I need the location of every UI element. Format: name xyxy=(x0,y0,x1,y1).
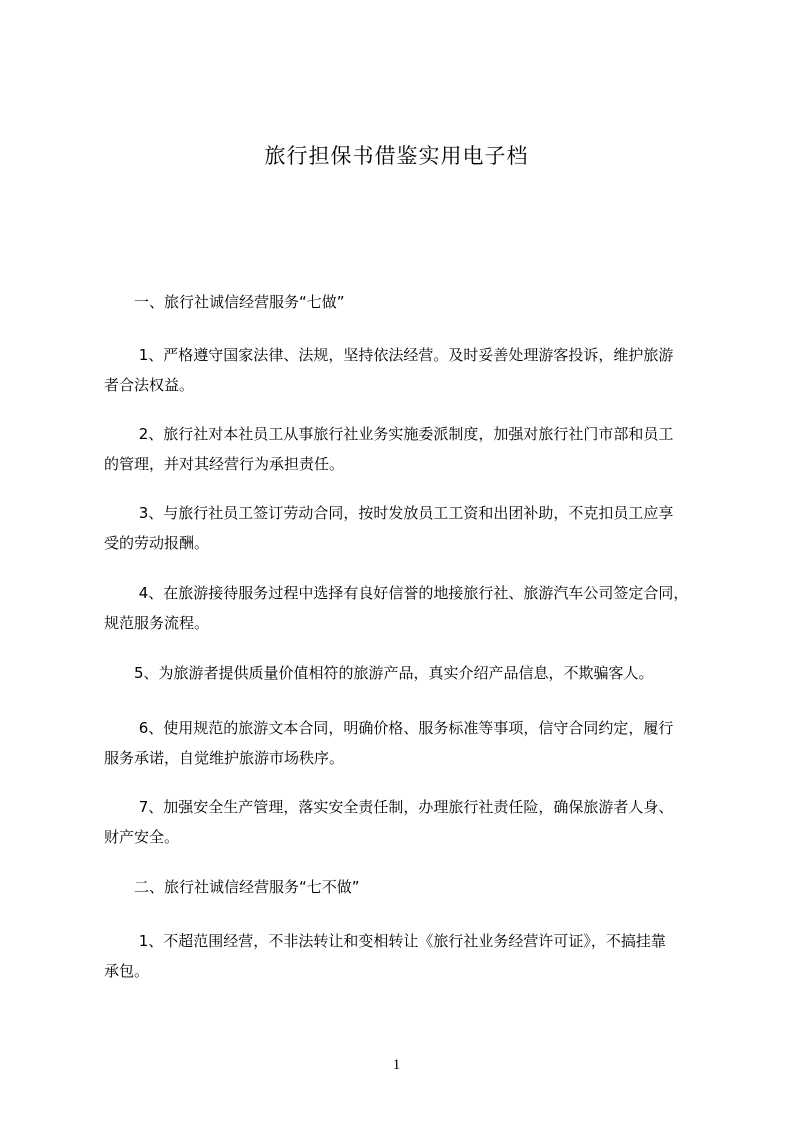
paragraph-line: 服务承诺，自觉维护旅游市场秩序。 xyxy=(104,749,345,767)
paragraph-line: 5、为旅游者提供质量价值相符的旅游产品，真实介绍产品信息，不欺骗客人。 xyxy=(104,664,654,682)
paragraph-line: 2、旅行社对本社员工从事旅行社业务实施委派制度，加强对旅行社门市部和员工 xyxy=(104,425,674,443)
section-2-heading: 二、旅行社诚信经营服务“七不做” xyxy=(104,878,360,896)
paragraph-line: 4、在旅游接待服务过程中选择有良好信誉的地接旅行社、旅游汽车公司签定合同， xyxy=(104,584,689,602)
section-1-item-5 xyxy=(104,658,724,688)
paragraph-line: 1、不超范围经营，不非法转让和变相转让《旅行社业务经营许可证》，不搞挂靠 xyxy=(104,932,666,950)
section-1-item-1 xyxy=(104,340,724,400)
section-1-item-2 xyxy=(104,419,724,479)
paragraph-line: 受的劳动报酬。 xyxy=(104,534,210,552)
paragraph-line: 者合法权益。 xyxy=(104,376,195,394)
paragraph-line: 3、与旅行社员工签订劳动合同，按时发放员工工资和出团补助，不克扣员工应享 xyxy=(104,504,674,522)
paragraph-line: 承包。 xyxy=(104,962,150,980)
section-1-item-4 xyxy=(104,578,724,638)
paragraph-line: 规范服务流程。 xyxy=(104,614,210,632)
paragraph-line: 的管理，并对其经营行为承担责任。 xyxy=(104,455,345,473)
page-number: 1 xyxy=(392,1057,401,1073)
section-1-item-6 xyxy=(104,713,724,773)
paragraph-line: 6、使用规范的旅游文本合同，明确价格、服务标准等事项，信守合同约定，履行 xyxy=(104,719,674,737)
document-title: 旅行担保书借鉴实用电子档 xyxy=(264,144,529,168)
section-2-item-1 xyxy=(104,926,724,986)
paragraph-line: 财产安全。 xyxy=(104,828,180,846)
section-1-heading: 一、旅行社诚信经营服务“七做” xyxy=(104,293,345,311)
section-1-item-3 xyxy=(104,498,724,558)
paragraph-line: 7、加强安全生产管理，落实安全责任制，办理旅行社责任险，确保旅游者人身、 xyxy=(104,798,674,816)
section-1-item-7 xyxy=(104,792,724,852)
paragraph-line: 1、严格遵守国家法律、法规，坚持依法经营。及时妥善处理游客投诉，维护旅游 xyxy=(104,346,674,364)
